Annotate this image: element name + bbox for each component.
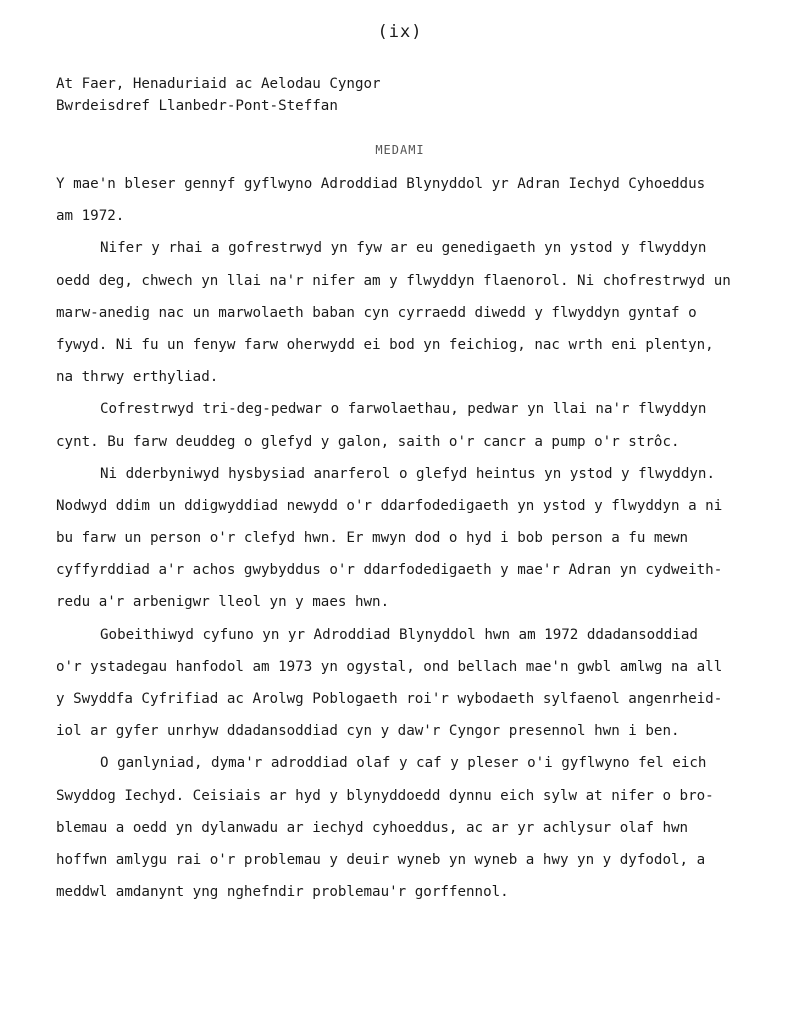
body-line: o'r ystadegau hanfodol am 1973 yn ogystal, ond bellach mae'n gwbl amlwg na all xyxy=(56,658,723,675)
body-line: cynt. Bu farw deuddeg o glefyd y galon, saith o'r cancr a pump o'r strôc. xyxy=(56,433,680,450)
body-line: Cofrestrwyd tri-deg-pedwar o farwolaethau, pedwar yn llai na'r flwyddyn xyxy=(100,401,707,418)
body-line: O ganlyniad, dyma'r adroddiad olaf y caf y pleser o'i gyflwyno fel eich xyxy=(100,755,707,772)
body-line: oedd deg, chwech yn llai na'r nifer am y flwyddyn flaenorol. Ni chofrestrwyd un xyxy=(56,272,731,289)
body-line: iol ar gyfer unrhyw ddadansoddiad cyn y daw'r Cyngor presennol hwn i ben. xyxy=(56,723,680,740)
body-line: na thrwy erthyliad. xyxy=(56,369,219,386)
body-line: Y mae'n bleser gennyf gyflwyno Adroddiad Blynyddol yr Adran Iechyd Cyhoeddus xyxy=(56,176,706,192)
body-line: am 1972. xyxy=(56,208,125,225)
body-line: Ni dderbyniwyd hysbysiad anarferol o glefyd heintus yn ystod y flwyddyn. xyxy=(100,465,715,482)
letter-body xyxy=(56,168,786,908)
salutation-heading: MEDAMI xyxy=(375,143,425,157)
body-line: Swyddog Iechyd. Ceisiais ar hyd y blynyddoedd dynnu eich sylw at nifer o bro- xyxy=(56,787,714,804)
page-number: (ix) xyxy=(377,22,423,42)
address-line-1: At Faer, Henaduriaid ac Aelodau Cyngor xyxy=(56,76,381,92)
body-line: Nodwyd ddim un ddigwyddiad newydd o'r ddarfodedigaeth yn ystod y flwyddyn a ni xyxy=(56,497,723,514)
body-line: Gobeithiwyd cyfuno yn yr Adroddiad Blynyddol hwn am 1972 ddadansoddiad xyxy=(100,626,698,643)
body-line: bu farw un person o'r clefyd hwn. Er mwyn dod o hyd i bob person a fu mewn xyxy=(56,530,689,547)
body-line: fywyd. Ni fu un fenyw farw oherwydd ei bod yn feichiog, nac wrth eni plentyn, xyxy=(56,336,714,353)
body-line: y Swyddfa Cyfrifiad ac Arolwg Poblogaeth roi'r wybodaeth sylfaenol angenrheid- xyxy=(56,691,723,707)
address-line-2: Bwrdeisdref Llanbedr-Pont-Steffan xyxy=(56,98,338,114)
body-line: meddwl amdanynt yng nghefndir problemau'r gorffennol. xyxy=(56,884,509,901)
body-line: marw-anedig nac un marwolaeth baban cyn cyrraedd diwedd y flwyddyn gyntaf o xyxy=(56,304,697,321)
body-line: cyffyrddiad a'r achos gwybyddus o'r ddarfodedigaeth y mae'r Adran yn cydweith- xyxy=(56,562,723,579)
body-line: Nifer y rhai a gofrestrwyd yn fyw ar eu genedigaeth yn ystod y flwyddyn xyxy=(100,240,707,257)
body-line: hoffwn amlygu rai o'r problemau y deuir wyneb yn wyneb a hwy yn y dyfodol, a xyxy=(56,851,706,868)
body-line: redu a'r arbenigwr lleol yn y maes hwn. xyxy=(56,594,390,611)
address-block xyxy=(56,73,381,117)
body-line: blemau a oedd yn dylanwadu ar iechyd cyhoeddus, ac ar yr achlysur olaf hwn xyxy=(56,819,689,836)
